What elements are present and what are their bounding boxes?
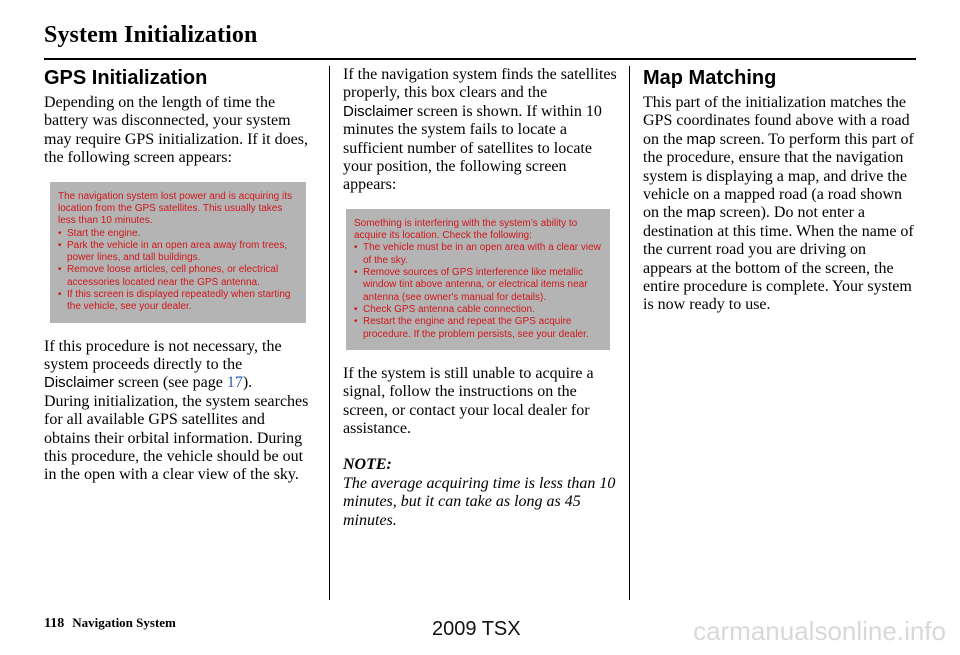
intro-paragraph: Depending on the length of time the battery was disconnected, your system may require GPS initialization. If it does, the following screen appears: [44,94,308,167]
paragraph-text: If the navigation system finds the satellites properly, this box clears and the [343,66,617,102]
paragraph-text: screen). Do not enter a destination at this time. When the name of the current road you are driving on appears at the bottom of the screen, the entire procedure is complete. Your system is now ready to use. [643,204,914,314]
paragraph-text: If this procedure is not necessary, the system proceeds directly to the [44,337,282,373]
screen-bullet: • Remove sources of GPS interference like metallic window tint above antenna, or electrical items near antenna (see owner's manual for details). [354,267,602,304]
paragraph-text: screen. To perform this part of the procedure, ensure that the navigation system is displaying a map, and drive the vehicle on a mapped road (a road shown on the [643,130,914,222]
screen-bullet: • Park the vehicle in an open area away from trees, power lines, and tall buildings. [58,240,298,265]
screen-message-text: The navigation system lost power and is acquiring its location from the GPS satellites. This usually takes less than 10 minutes. [58,190,293,227]
assistance-paragraph: If the system is still unable to acquire a signal, follow the instructions on the screen, or contact your local dealer for assistance. [343,364,594,438]
screen-bullet: • Check GPS antenna cable connection. [354,304,602,316]
disclaimer-paragraph [44,338,314,393]
page-number: 118 [44,616,65,631]
note-label: NOTE: [343,456,392,474]
paragraph-text: This part of the initialization matches the GPS coordinates found above with a road on the [643,94,910,148]
gps-screen-message [50,182,306,323]
column-divider [629,66,630,600]
footer-label: Navigation System [72,615,176,630]
map-term: map [686,204,716,222]
section-heading-map-matching: Map Matching [643,67,777,89]
column-gps-initialization [44,66,314,485]
model-label: 2009 TSX [432,618,521,640]
paragraph-text: ). [242,374,253,392]
page-footer [44,615,176,632]
screen-bullet-list [354,242,602,340]
watermark: carmanualsonline.info [693,616,946,646]
note-text: The average acquiring time is less than 10 minutes, but it can take as long as 45 minutes. [343,474,616,529]
screen-bullet: • The vehicle must be in an open area with a clear view of the sky. [354,242,602,267]
screen-bullet: • If this screen is displayed repeatedly when starting the vehicle, see your dealer. [58,289,298,314]
disclaimer-term: Disclaimer [44,374,115,392]
page-title: System Initialization [44,22,258,48]
paragraph-text: screen (see page [118,374,223,392]
screen-bullet: • Restart the engine and repeat the GPS acquire procedure. If the problem persists, see your dealer. [354,316,602,341]
screen-bullet: • Start the engine. [58,228,298,240]
column-map-matching [643,66,918,315]
paragraph-text: screen is shown. If within 10 minutes the system fails to locate a sufficient number of satellites to locate your position, the following screen appears: [343,102,602,194]
screen-bullet: • Remove loose articles, cell phones, or electrical accessories located near the GPS antenna. [58,264,298,289]
initialization-paragraph: During initialization, the system searches for all available GPS satellites and obtains their orbital information. During this procedure, the vehicle should be out in the open with a clear view of the sky. [44,392,309,484]
disclaimer-term: Disclaimer [343,102,414,120]
map-term: map [686,130,716,148]
column-divider [329,66,330,600]
section-heading-gps-initialization: GPS Initialization [44,67,208,89]
satellite-paragraph [343,66,618,195]
screen-bullet-list [58,228,298,314]
title-rule [44,58,916,60]
map-matching-paragraph [643,94,918,315]
interference-screen-message [346,209,610,350]
column-satellite-status [343,66,618,530]
screen-message-text: Something is interfering with the system’s ability to acquire its location. Check the following: [354,217,578,242]
page-link[interactable]: 17 [226,374,243,392]
